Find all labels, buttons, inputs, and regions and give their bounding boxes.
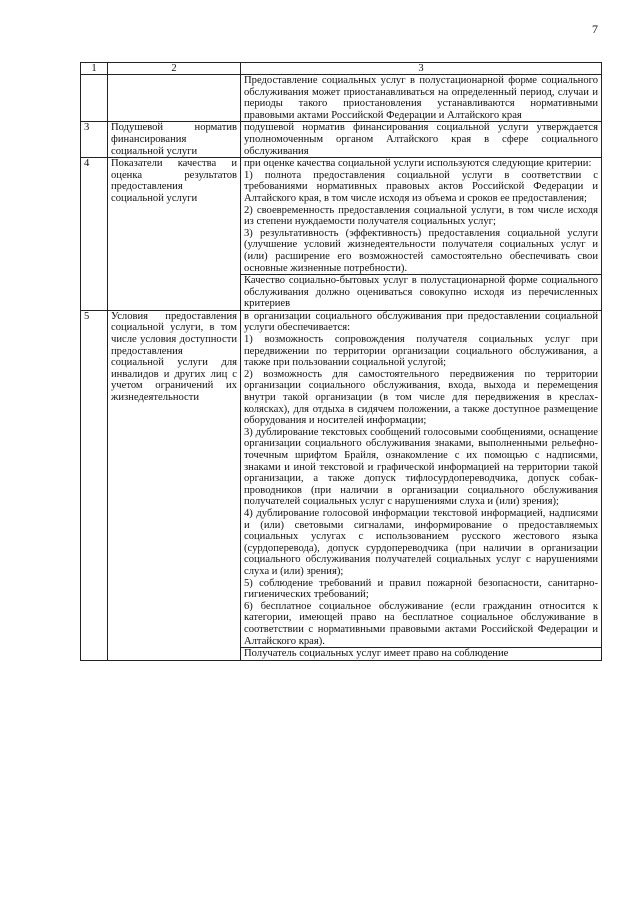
paragraph: 3) результативность (эффективность) предоставления социальной услуги (улучшение условий жизнедеятельности получателя социальных услуг и (или) расширение его возможностей самостоятельно обеспечивать свои основные жизненные потребности). [244, 227, 598, 274]
row-name: Подушевой норматив финансирования социальной услуги [108, 122, 241, 158]
row-name [108, 75, 241, 122]
table-row [81, 122, 602, 158]
paragraph: 4) дублирование голосовой информации текстовой информацией, надписями и (или) световыми сигналами, информирование о предоставляемых социальных услугах с использованием русского жестового языка (сурдоперевода), допуск сурдопереводчика (при наличии в организации социального обслуживания получателей социальных услуг с нарушениями слуха и (или) зрения); [244, 507, 598, 577]
paragraph: подушевой норматив финансирования социальной услуги утверждается уполномоченным органом Алтайского края в сфере социального обслуживания [244, 122, 598, 157]
paragraph: 2) своевременность предоставления социальной услуги, в том числе исходя из степени нуждаемости получателя социальных услуг; [244, 204, 598, 228]
paragraph: 1) полнота предоставления социальной услуги в соответствии с требованиями нормативных правовых актов Российской Федерации и Алтайского края, в том числе исходя из объема и сроков ее предоставления; [244, 169, 598, 204]
table-row [81, 158, 602, 311]
table-row [81, 310, 602, 660]
page-number: 7 [592, 22, 598, 36]
table-row [81, 75, 602, 122]
header-cell-3: 3 [241, 63, 602, 75]
header-cell-1: 1 [81, 63, 108, 75]
paragraph: 6) бесплатное социальное обслуживание (если гражданин относится к категории, имеющей право на бесплатное социальное обслуживание в соответствии с нормативными правовыми актами Российской Федерации и Алтайского края). [244, 600, 598, 647]
header-cell-2: 2 [108, 63, 241, 75]
header-row [81, 63, 602, 75]
paragraph: 1) возможность сопровождения получателя социальных услуг при передвижении по территории организации социального обслуживания, а также при пользовании социальной услугой; [244, 334, 598, 369]
row-content [241, 122, 602, 158]
services-table [80, 62, 602, 661]
row-content [241, 158, 602, 311]
paragraph: 3) дублирование текстовых сообщений голосовыми сообщениями, оснащение организации социального обслуживания знаками, выполненными рельефно-точечным шрифтом Брайля, ознакомление с их помощью с надписями, знаками и иной текстовой и графической информацией на территории такой организации, а также допуск тифлосурдопереводчика, допуск собак-проводников (при наличии в организации социального обслуживания получателей социальных услуг с нарушениями слуха и (или) зрения); [244, 426, 598, 508]
row-content [241, 75, 602, 122]
paragraph: при оценке качества социальной услуги используются следующие критерии: [244, 158, 592, 170]
row-number: 4 [81, 158, 108, 311]
paragraph: 5) соблюдение требований и правил пожарной безопасности, санитарно-гигиенических требований; [244, 577, 598, 601]
paragraph: Предоставление социальных услуг в полустационарной форме социального обслуживания может приостанавливаться на определенный период, случаи и периоды такого приостановления устанавливаются нормативными правовыми актами Российской Федерации и Алтайского края [244, 75, 598, 121]
row-name: Условия предоставления социальной услуги, в том числе условия доступности предоставления социальной услуги для инвалидов и других лиц с учетом ограничений их жизнедеятельности [108, 310, 241, 660]
row-number [81, 75, 108, 122]
paragraph: 2) возможность для самостоятельного передвижения по территории организации социального обслуживания, входа, выхода и перемещения внутри такой организации (в том числе для передвижения в креслах-колясках), для отдыха в сидячем положении, а также доступное размещение оборудования и носителей информации; [244, 368, 598, 427]
row-name: Показатели качества и оценка результатов предоставления социальной услуги [108, 158, 241, 311]
paragraph-separated: Получатель социальных услуг имеет право на соблюдение [241, 647, 601, 660]
row-number: 5 [81, 310, 108, 660]
paragraph-separated: Качество социально-бытовых услуг в полустационарной форме социального обслуживания должно оцениваться совокупно исходя из перечисленных критериев [241, 274, 601, 310]
paragraph: в организации социального обслуживания при предоставлении социальной услуги обеспечивается: [244, 310, 598, 334]
row-number: 3 [81, 122, 108, 158]
row-content [241, 310, 602, 660]
